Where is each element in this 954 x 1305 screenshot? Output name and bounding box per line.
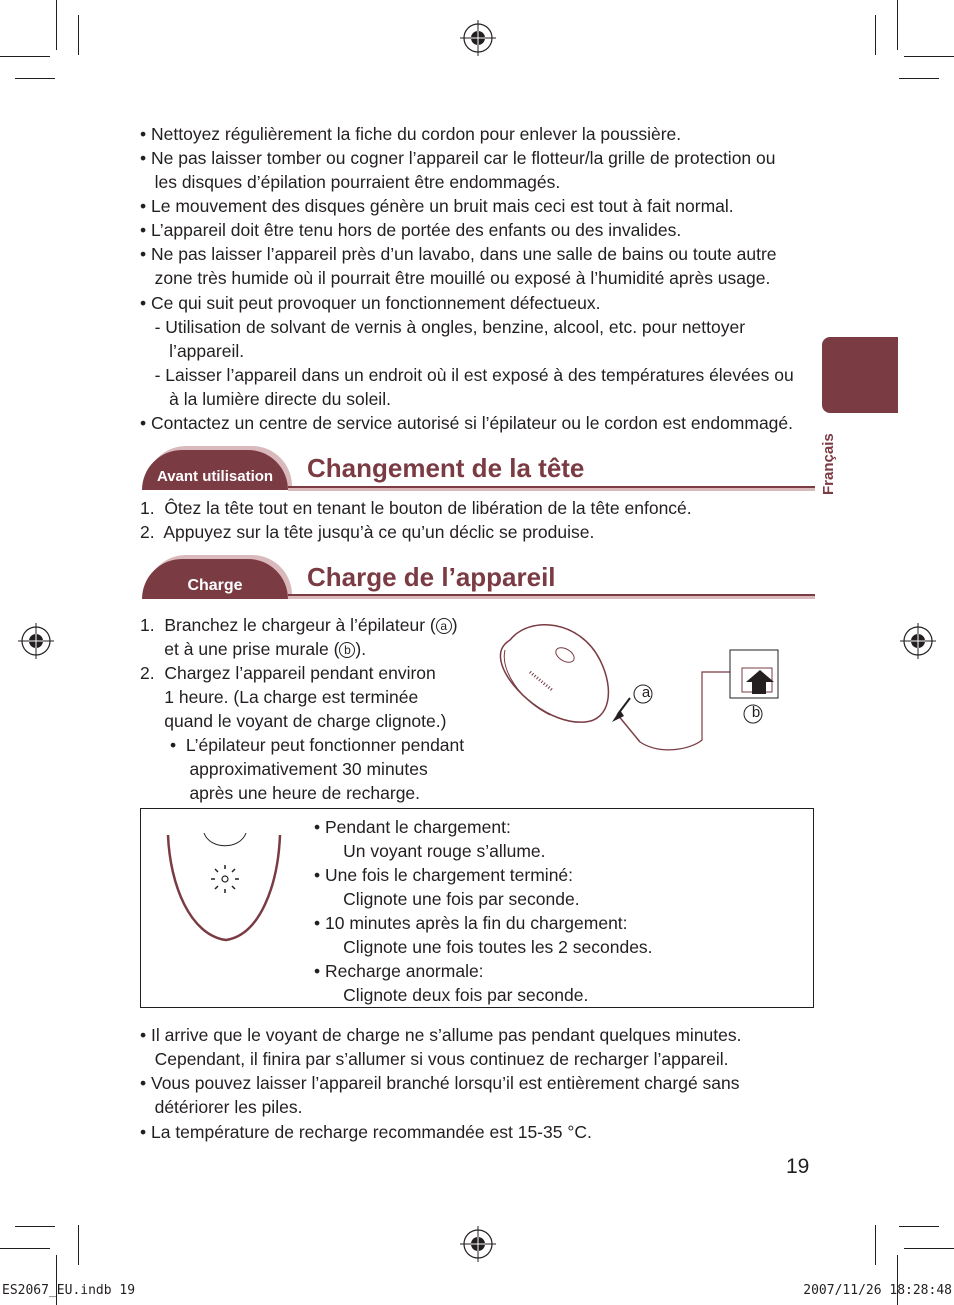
- list-item: Clignote une fois par seconde.: [314, 889, 580, 909]
- list-item: après une heure de recharge.: [170, 783, 421, 803]
- registration-mark-icon: [18, 623, 54, 659]
- list-item: Clignote une fois toutes les 2 secondes.: [314, 937, 653, 957]
- list-item: • L’épilateur peut fonctionner pendant: [170, 735, 465, 755]
- callout-a-label: a: [641, 684, 651, 701]
- list-item: • 10 minutes après la fin du chargement:: [314, 913, 628, 933]
- list-item: • Ce qui suit peut provoquer un fonctionnement défectueux.: [140, 293, 601, 313]
- list-item: • La température de recharge recommandée est 15-35 °C.: [140, 1122, 592, 1142]
- step-item: 2. Appuyez sur la tête jusqu’à ce qu’un déclic se produise.: [140, 522, 595, 542]
- crop-mark: [875, 1225, 876, 1265]
- list-item: Clignote deux fois par seconde.: [314, 985, 589, 1005]
- section-title-head-change: Changement de la tête: [307, 453, 585, 483]
- registration-mark-icon: [900, 623, 936, 659]
- registration-mark-icon: [460, 1226, 496, 1262]
- list-item: • Vous pouvez laisser l’appareil branché lorsqu’il est entièrement chargé sans: [140, 1073, 740, 1093]
- page-number: 19: [786, 1155, 810, 1178]
- language-label: Français: [820, 433, 837, 495]
- list-item: • Pendant le chargement:: [314, 817, 511, 837]
- list-item: zone très humide où il pourrait être mouillé ou exposé à l’humidité après usage.: [140, 268, 771, 288]
- crop-mark: [0, 1248, 50, 1249]
- language-tab: [822, 337, 898, 413]
- list-item: Cependant, il finira par s’allumer si vous continuez de recharger l’appareil.: [140, 1049, 729, 1069]
- crop-mark: [899, 78, 939, 79]
- list-item: Un voyant rouge s’allume.: [314, 841, 546, 861]
- crop-mark: [897, 0, 898, 50]
- crop-mark: [904, 1248, 954, 1249]
- step-item: 2. Chargez l’appareil pendant environ: [140, 663, 436, 683]
- list-item: • Contactez un centre de service autorisé si l’épilateur ou le cordon est endommagé.: [140, 413, 794, 433]
- callout-b-label: b: [751, 704, 761, 721]
- list-item: • Ne pas laisser l’appareil près d’un lavabo, dans une salle de bains ou toute autre: [140, 244, 777, 264]
- section-tab-before-use: Avant utilisation: [142, 450, 288, 490]
- list-item: détériorer les piles.: [140, 1097, 303, 1117]
- list-item: • Le mouvement des disques génère un bruit mais ceci est tout à fait normal.: [140, 196, 734, 216]
- section-divider: [288, 486, 815, 491]
- list-item: - Laisser l’appareil dans un endroit où il est exposé à des températures élevées ou: [140, 365, 794, 385]
- crop-mark: [15, 1226, 55, 1227]
- crop-mark: [0, 56, 50, 57]
- callout-a-icon: a: [436, 618, 452, 634]
- crop-mark: [78, 15, 79, 55]
- step-item: 1 heure. (La charge est terminée: [140, 687, 419, 707]
- section-tab-charge: Charge: [142, 559, 288, 599]
- footer-file-info: ES2067_EU.indb 19: [2, 1283, 136, 1298]
- crop-mark: [875, 15, 876, 55]
- list-item: approximativement 30 minutes: [170, 759, 428, 779]
- footer-timestamp: 2007/11/26 18:28:48: [803, 1283, 952, 1298]
- list-item: les disques d’épilation pourraient être endommagés.: [140, 172, 561, 192]
- charge-indicator-illustration: [160, 825, 290, 945]
- list-item: • L’appareil doit être tenu hors de portée des enfants ou des invalides.: [140, 220, 682, 240]
- list-item: • Recharge anormale:: [314, 961, 484, 981]
- step-item: quand le voyant de charge clignote.): [140, 711, 447, 731]
- crop-mark: [15, 78, 55, 79]
- callout-b-icon: b: [339, 642, 355, 658]
- section-title-charging: Charge de l’appareil: [307, 562, 556, 592]
- crop-mark: [78, 1225, 79, 1265]
- crop-mark: [904, 56, 954, 57]
- list-item: • Nettoyez régulièrement la fiche du cordon pour enlever la poussière.: [140, 124, 682, 144]
- step-item: 1. Ôtez la tête tout en tenant le bouton de libération de la tête enfoncé.: [140, 498, 692, 518]
- crop-mark: [899, 1226, 939, 1227]
- crop-mark: [56, 0, 57, 50]
- list-item: • Une fois le chargement terminé:: [314, 865, 574, 885]
- list-item: • Ne pas laisser tomber ou cogner l’appareil car le flotteur/la grille de protection ou: [140, 148, 776, 168]
- list-item: - Utilisation de solvant de vernis à ongles, benzine, alcool, etc. pour nettoyer: [140, 317, 746, 337]
- registration-mark-icon: [460, 20, 496, 56]
- list-item: • Il arrive que le voyant de charge ne s’allume pas pendant quelques minutes.: [140, 1025, 742, 1045]
- list-item: à la lumière directe du soleil.: [140, 389, 391, 409]
- list-item: l’appareil.: [140, 341, 245, 361]
- step-item: 1. Branchez le chargeur à l’épilateur ( a ): [140, 615, 458, 635]
- section-divider: [288, 594, 815, 599]
- step-item: et à une prise murale ( b ).: [140, 639, 367, 659]
